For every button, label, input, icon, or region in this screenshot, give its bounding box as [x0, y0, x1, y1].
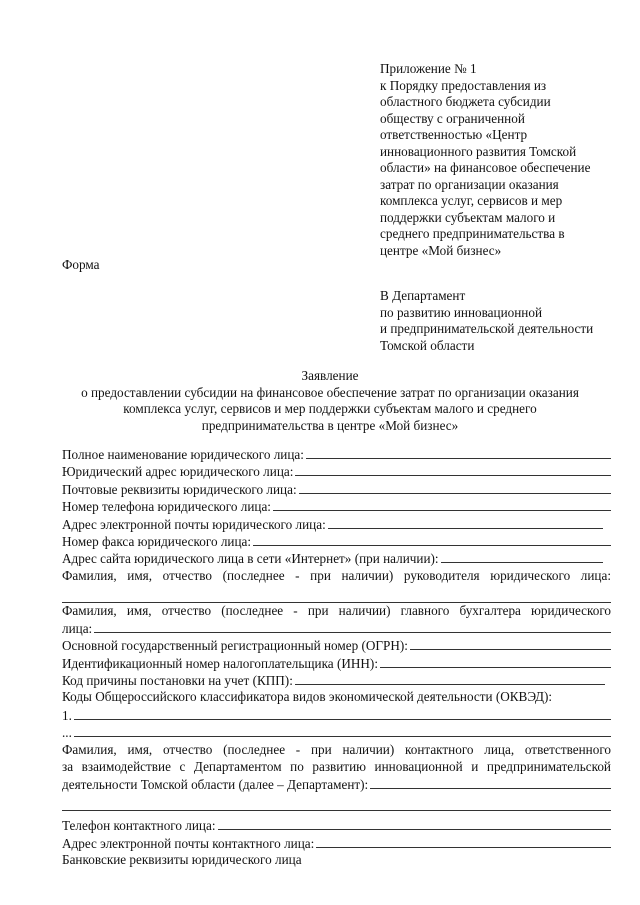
- addressee-line: и предпринимательской деятельности: [380, 321, 594, 336]
- appendix-line: поддержки субъектам малого и: [380, 209, 556, 225]
- addressee-block: [380, 288, 632, 354]
- field-okved: [62, 689, 611, 706]
- field-label: Полное наименование юридического лица:: [62, 447, 304, 462]
- contact-email-input-line[interactable]: [316, 835, 611, 848]
- field-label: Идентификационный номер налогоплательщика (ИНН):: [62, 655, 378, 671]
- appendix-header: [380, 61, 632, 259]
- appendix-line: к Порядку предоставления из: [380, 77, 547, 93]
- field-label: Адрес электронной почты контактного лица:: [62, 835, 315, 851]
- field-accountant: [62, 620, 611, 637]
- field-label: Коды Общероссийского классификатора видов экономической деятельности (ОКВЭД):: [62, 689, 553, 705]
- field-okved-item-1: [62, 707, 611, 724]
- field-label: Банковские реквизиты юридического лица: [62, 851, 302, 867]
- field-contact-email: [62, 835, 611, 852]
- title-line: комплекса услуг, сервисов и мер поддержки субъектам малого и среднего: [123, 401, 537, 416]
- field-full-name: [62, 446, 611, 463]
- form-fields: [62, 446, 611, 869]
- field-inn: [62, 655, 611, 672]
- field-label: Номер телефона юридического лица:: [62, 499, 271, 515]
- field-contact-label-2: за взаимодействие с Департаментом по развитию инновационной и предпринимательской: [62, 759, 611, 775]
- field-website: [62, 550, 611, 567]
- okved-item-more-input-line[interactable]: [74, 724, 611, 737]
- field-fax: [62, 533, 611, 550]
- list-item-number: 1.: [62, 707, 72, 723]
- field-email: [62, 516, 611, 533]
- addressee-line: В Департамент: [380, 288, 466, 303]
- appendix-line: среднего предпринимательства в: [380, 226, 565, 241]
- inn-input-line[interactable]: [380, 655, 611, 668]
- field-phone: [62, 498, 611, 515]
- field-contact: [62, 776, 611, 793]
- appendix-line: области» на финансовое обеспечение: [380, 160, 591, 175]
- list-item-ellipsis: ...: [62, 725, 72, 741]
- title-heading: Заявление: [301, 368, 359, 383]
- contact-extra-input-line[interactable]: [62, 794, 611, 811]
- appendix-line: Приложение № 1: [380, 61, 477, 76]
- accountant-input-line[interactable]: [94, 620, 611, 633]
- field-label: Телефон контактного лица:: [62, 818, 216, 834]
- field-label: Номер факса юридического лица:: [62, 533, 252, 549]
- field-label: Код причины постановки на учет (КПП):: [62, 673, 293, 689]
- website-input-line[interactable]: [441, 550, 603, 563]
- title-line: предпринимательства в центре «Мой бизнес»: [201, 417, 459, 433]
- field-label: Адрес сайта юридического лица в сети «Интернет» (при наличии):: [62, 551, 439, 567]
- field-kpp: [62, 672, 611, 689]
- field-legal-address: [62, 463, 611, 480]
- fax-input-line[interactable]: [253, 533, 611, 546]
- full-name-input-line[interactable]: [306, 446, 611, 459]
- field-label: деятельности Томской области (далее – Департамент):: [62, 777, 369, 793]
- director-input-line[interactable]: [62, 585, 611, 602]
- field-label: Юридический адрес юридического лица:: [62, 464, 294, 480]
- addressee-line: по развитию инновационной: [380, 304, 543, 320]
- postal-input-line[interactable]: [299, 481, 611, 494]
- field-director-label: Фамилия, имя, отчество (последнее - при наличии) руководителя юридического лица:: [62, 567, 611, 583]
- contact-input-line[interactable]: [370, 776, 611, 789]
- field-contact-label-1: Фамилия, имя, отчество (последнее - при наличии) контактного лица, ответственного: [62, 741, 611, 757]
- appendix-line: комплекса услуг, сервисов и мер: [380, 193, 563, 208]
- form-label: Форма: [62, 257, 100, 272]
- okved-item-1-input-line[interactable]: [74, 707, 611, 720]
- addressee-line: Томской области: [380, 337, 475, 353]
- appendix-line: затрат по организации оказания: [380, 176, 559, 192]
- field-ogrn: [62, 637, 611, 654]
- appendix-line: центре «Мой бизнес»: [380, 242, 502, 258]
- document-title: [52, 368, 608, 434]
- field-okved-item-more: [62, 724, 611, 741]
- appendix-line: ответственностью «Центр: [380, 127, 528, 142]
- legal-address-input-line[interactable]: [295, 463, 611, 476]
- field-bank: [62, 852, 611, 869]
- appendix-line: инновационного развития Томской: [380, 143, 577, 159]
- ogrn-input-line[interactable]: [410, 637, 611, 650]
- appendix-line: обществу с ограниченной: [380, 110, 525, 126]
- kpp-input-line[interactable]: [295, 672, 605, 685]
- contact-phone-input-line[interactable]: [218, 817, 612, 830]
- field-label: Адрес электронной почты юридического лица:: [62, 516, 326, 532]
- email-input-line[interactable]: [328, 516, 603, 529]
- field-label: Основной государственный регистрационный номер (ОГРН):: [62, 638, 408, 654]
- field-accountant-label: Фамилия, имя, отчество (последнее - при наличии) главного бухгалтера юридического: [62, 602, 611, 618]
- title-line: о предоставлении субсидии на финансовое обеспечение затрат по организации оказания: [81, 384, 579, 400]
- field-label: лица:: [62, 620, 93, 636]
- field-contact-phone: [62, 817, 611, 834]
- field-postal: [62, 481, 611, 498]
- appendix-line: областного бюджета субсидии: [380, 94, 551, 109]
- phone-input-line[interactable]: [273, 498, 611, 511]
- field-label: Почтовые реквизиты юридического лица:: [62, 481, 297, 497]
